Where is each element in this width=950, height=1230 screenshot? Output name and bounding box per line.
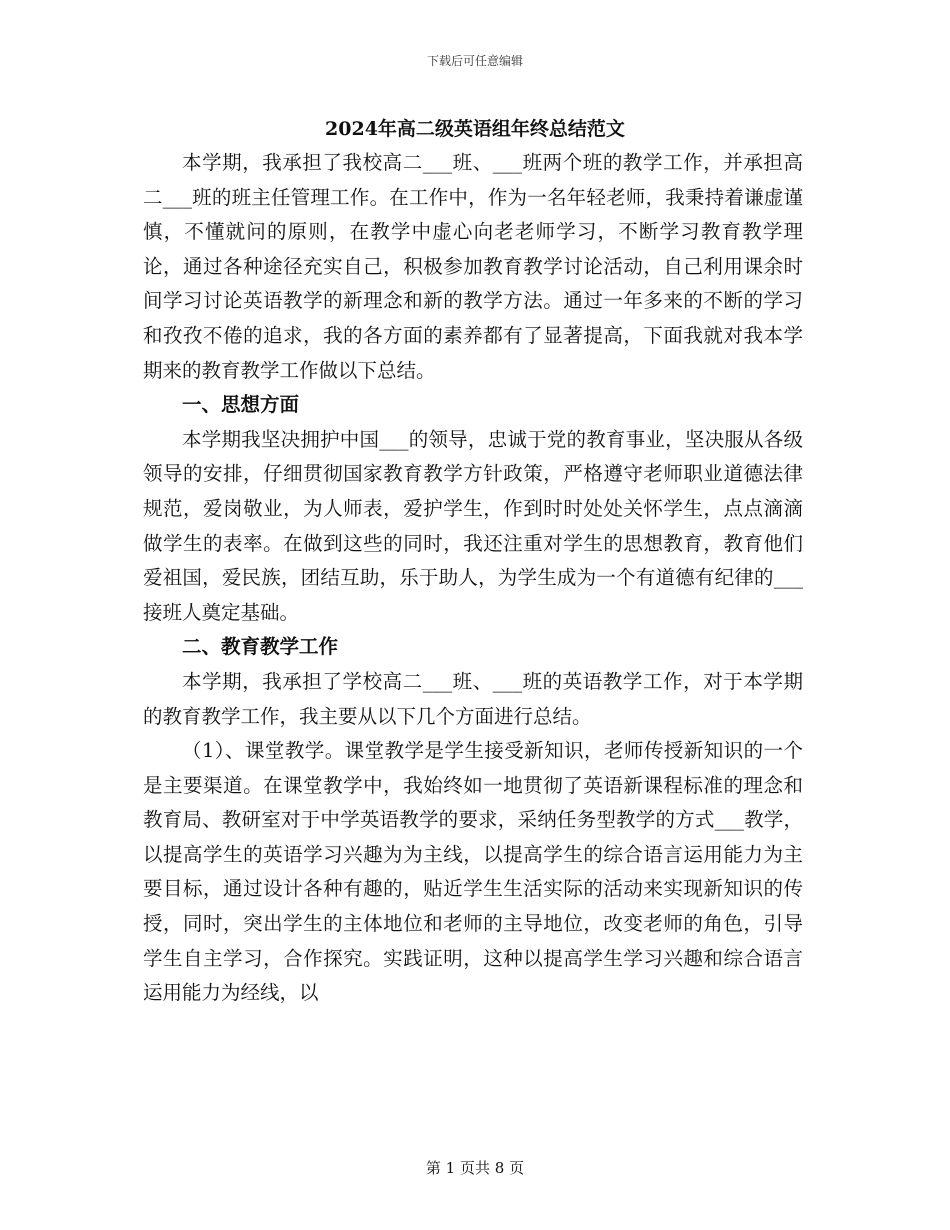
page-header-note: 下载后可任意编辑 — [426, 54, 523, 68]
document-title: 2024年高二级英语组年终总结范文 — [325, 118, 625, 140]
teaching-paragraph-1: 本学期，我承担了学校高二___班、___班的英语教学工作，对于本学期的教育教学工作，我主要从以下几个方面进行总结。 — [143, 669, 803, 728]
section-heading-teaching: 二、教育教学工作 — [182, 635, 339, 659]
page-footer — [0, 1157, 950, 1178]
page-number-label: 第 1 页共 8 页 — [425, 1159, 525, 1177]
intro-paragraph: 本学期，我承担了我校高二___班、___班两个班的教学工作，并承担高二___班的班主任管理工作。在工作中，作为一名年轻老师，我秉持着谦虚谨慎，不懂就问的原则，在教学中虚心向老老师学习，不断学习教育教学理论，通过各种途径充实自己，积极参加教育教学讨论活动，自己利用课余时间学习讨论英语教学的新理念和新的教学方法。通过一年多来的不断的学习和孜孜不倦的追求，我的各方面的素养都有了显著提高，下面我就对我本学期来的教育教学工作做以下总结。 — [143, 151, 803, 382]
document-body — [143, 146, 803, 1011]
section-heading-ideology: 一、思想方面 — [182, 393, 300, 417]
ideology-paragraph: 本学期我坚决拥护中国___的领导，忠诚于党的教育事业，坚决服从各级领导的安排，仔细贯彻国家教育教学方针政策，严格遵守老师职业道德法律规范，爱岗敬业，为人师表，爱护学生，作到时时处处关怀学生，点点滴滴做学生的表率。在做到这些的同时，我还注重对学生的思想教育，教育他们爱祖国，爱民族，团结互助，乐于助人，为学生成为一个有道德有纪律的___接班人奠定基础。 — [143, 427, 803, 624]
teaching-paragraph-2: （1）、课堂教学。课堂教学是学生接受新知识，老师传授新知识的一个是主要渠道。在课堂教学中，我始终如一地贯彻了英语新课程标准的理念和教育局、教研室对于中学英语教学的要求，采纳任务型教学的方式___教学，以提高学生的英语学习兴趣为为主线，以提高学生的综合语言运用能力为主要目标，通过设计各种有趣的，贴近学生生活实际的活动来实现新知识的传授，同时，突出学生的主体地位和老师的主导地位，改变老师的角色，引导学生自主学习，合作探究。实践证明，这种以提高学生学习兴趣和综合语言运用能力为经线，以 — [143, 739, 803, 1005]
